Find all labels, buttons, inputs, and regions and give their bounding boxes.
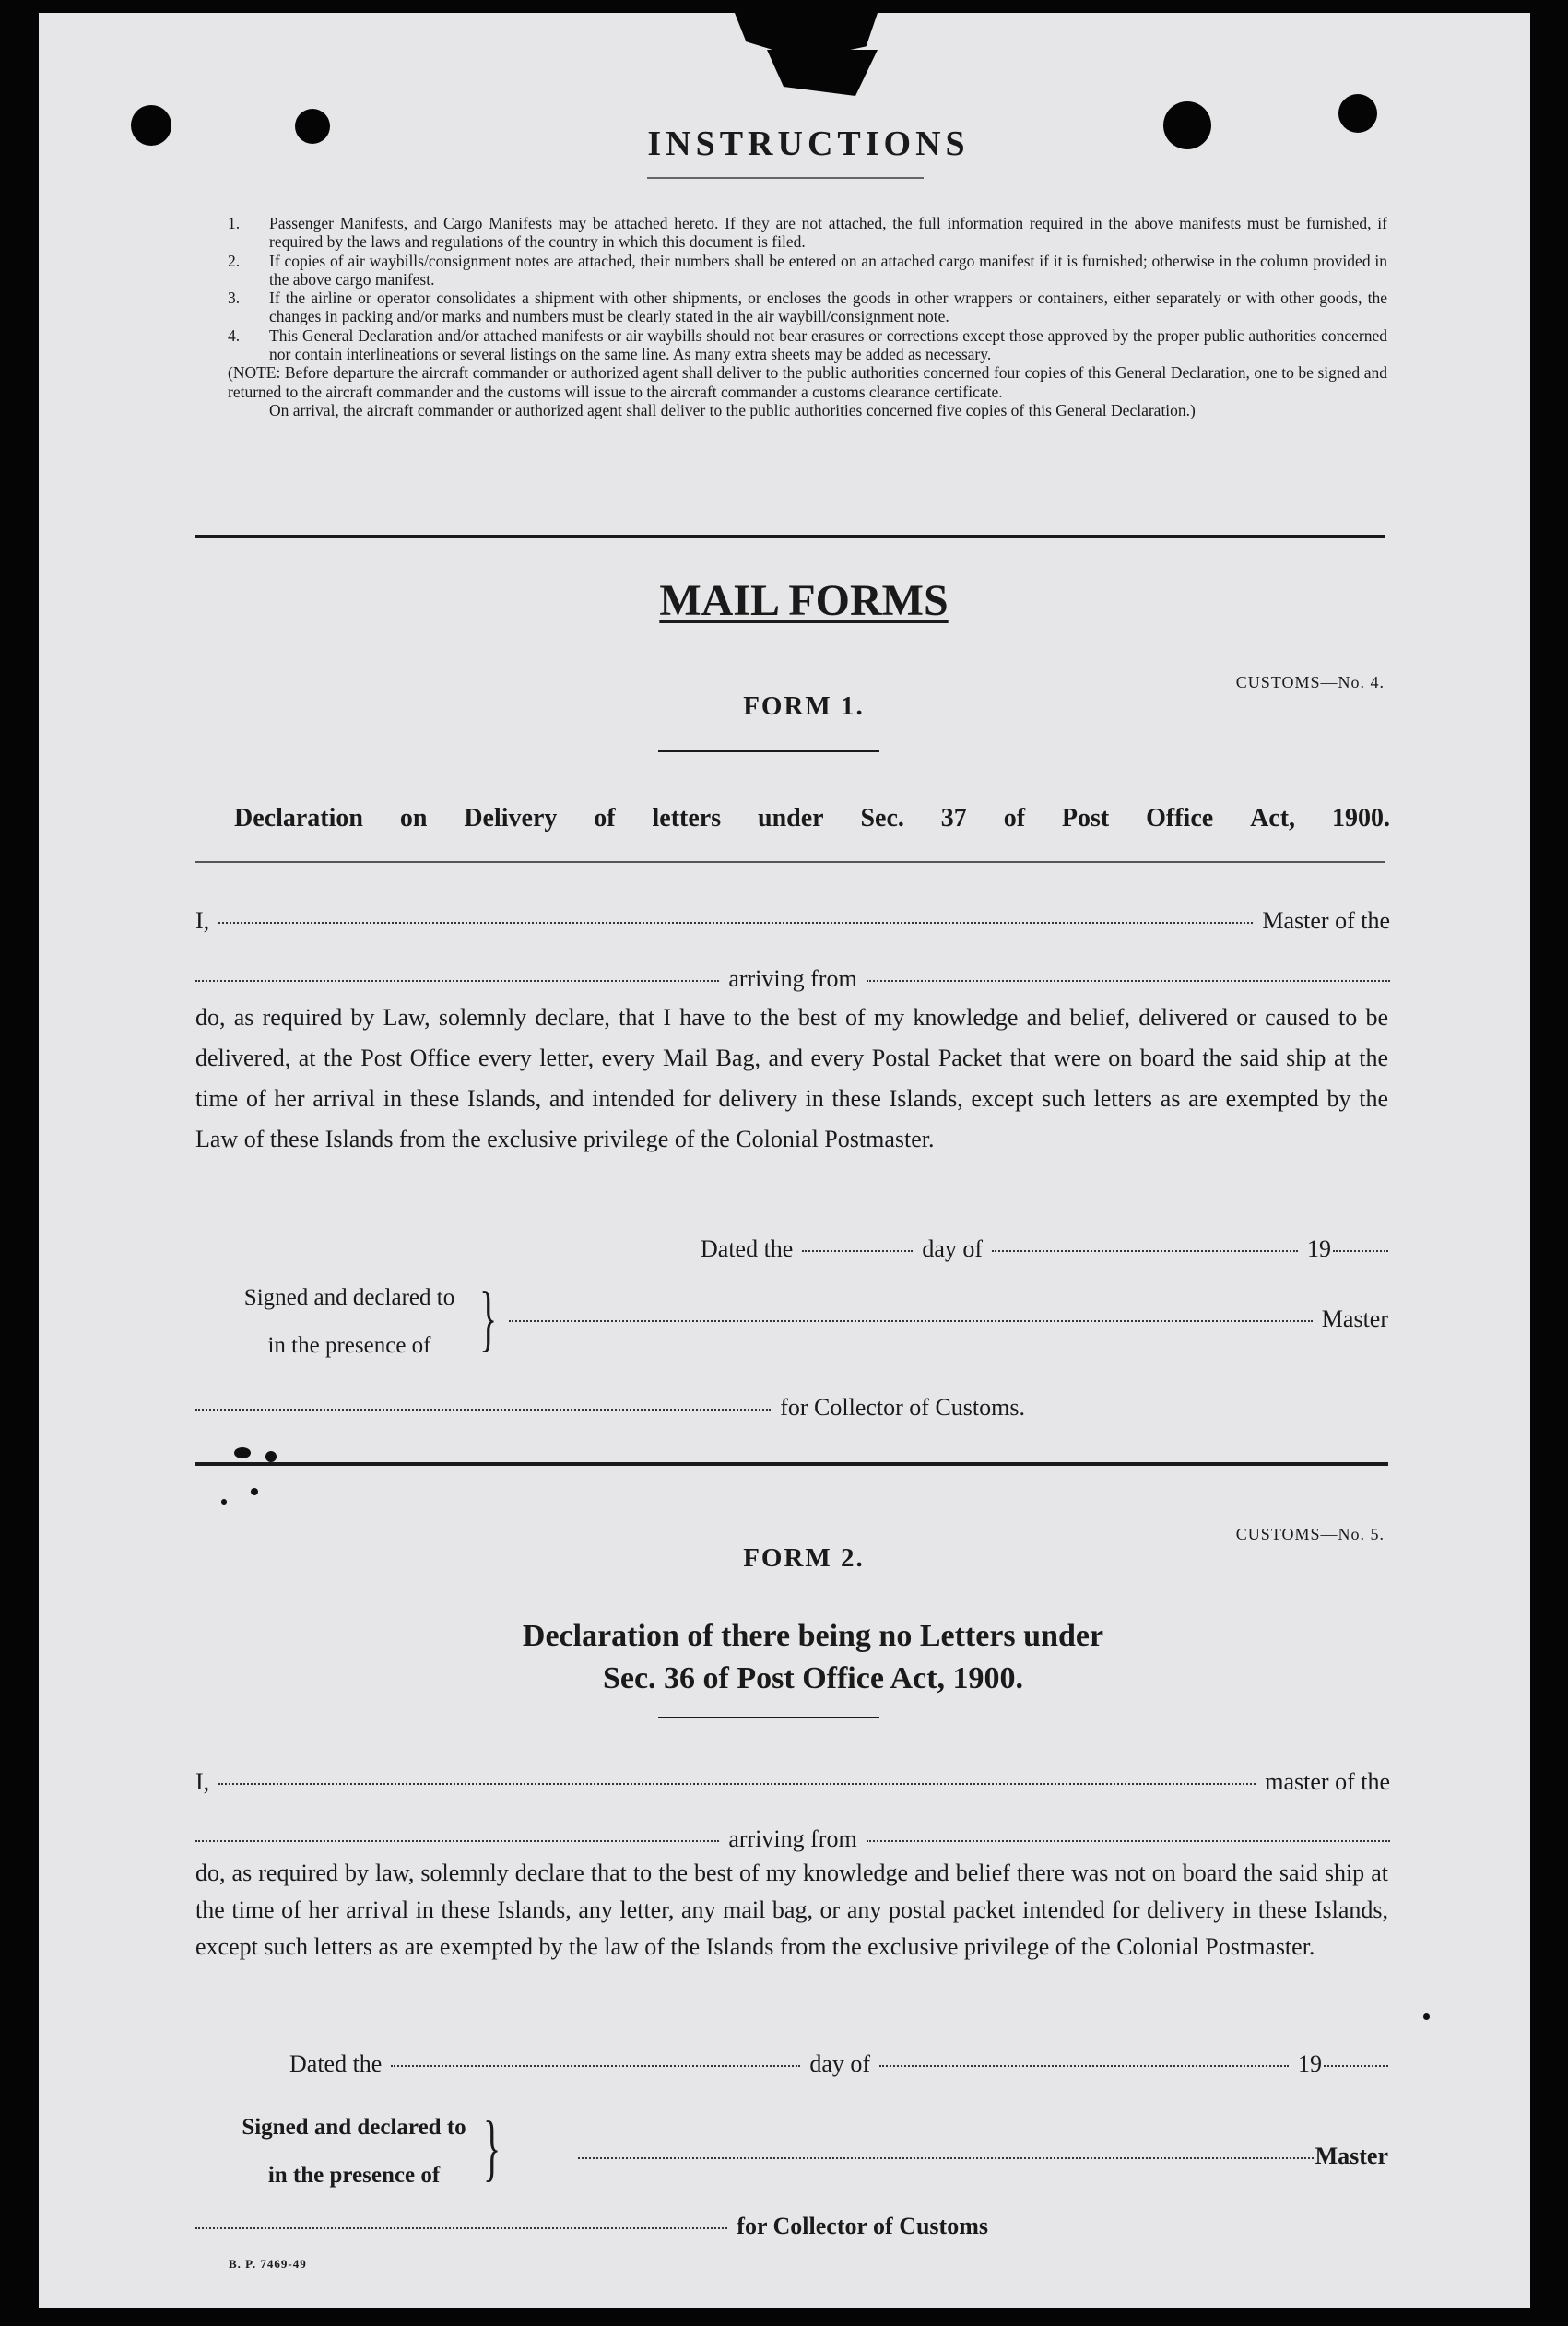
heading-word: of	[594, 804, 616, 832]
instruction-text: If copies of air waybills/consignment notes are attached, their numbers shall be entered on an attached cargo manifest if it is furnished; otherwise in the column provided in the above cargo manifest.	[269, 251, 1387, 289]
instruction-note	[228, 363, 1387, 419]
heading-word: Delivery	[464, 804, 558, 832]
form1-signed-label: Signed and declared to	[243, 1285, 455, 1310]
heading-word: letters	[652, 804, 722, 832]
form2-origin-field[interactable]	[867, 1840, 1390, 1842]
paper-tear-2	[767, 50, 878, 96]
form1-title-rule	[658, 750, 879, 752]
form2-master-of-label: master of the	[1265, 1768, 1390, 1795]
form1-master-signature-line	[500, 1305, 1388, 1333]
instructions-title-rule	[647, 177, 924, 179]
instruction-number: 2.	[228, 251, 241, 270]
form2-presence-label: in the presence of	[267, 2163, 441, 2188]
form1-collector-label: for Collector of Customs.	[780, 1394, 1025, 1421]
form2-master-signature-field[interactable]	[578, 2157, 1314, 2159]
form1-collector-field[interactable]	[195, 1409, 771, 1411]
punch-hole-3	[1163, 101, 1211, 149]
form1-dated-line	[701, 1235, 1388, 1263]
heading-word: Post	[1061, 804, 1110, 832]
form1-customs-number: CUSTOMS—No. 4.	[1235, 673, 1385, 691]
form2-collector-label: for Collector of Customs	[737, 2213, 988, 2239]
form2-name-field[interactable]	[218, 1783, 1256, 1785]
form2-declaration-heading	[315, 1615, 1311, 1700]
document-page	[39, 13, 1530, 2308]
form2-month-field[interactable]	[879, 2065, 1289, 2067]
form1-i-label: I,	[195, 907, 210, 934]
form1-master-label: Master	[1321, 1305, 1388, 1332]
form2-dated-line	[289, 2050, 1388, 2078]
form1-origin-field[interactable]	[867, 980, 1390, 982]
instruction-number: 1.	[228, 214, 241, 232]
ink-speck	[1423, 2013, 1430, 2020]
form2-collector-field[interactable]	[195, 2227, 727, 2229]
form2-heading-line1: Declaration of there being no Letters under	[522, 1619, 1104, 1653]
form1-year-label: 19	[1307, 1235, 1331, 1262]
heading-word: 37	[940, 804, 967, 832]
form2-year-field[interactable]	[1324, 2065, 1388, 2067]
form1-declaration-heading	[234, 804, 1390, 833]
forms-divider	[195, 1462, 1388, 1466]
instruction-text: This General Declaration and/or attached manifests or air waybills should not bear erasures or corrections except those approved by the proper public authorities concerned nor contain interlineations or several listings on the same line. As many extra sheets may be added as necessary.	[269, 325, 1387, 364]
instruction-text: Passenger Manifests, and Cargo Manifests may be attached hereto. If they are not attached, the full information required in the above manifests must be furnished, if required by the laws and regulations of the country in which this document is filed.	[269, 214, 1387, 252]
form1-month-field[interactable]	[992, 1250, 1298, 1252]
instruction-number: 3.	[228, 289, 241, 308]
form2-ship-field[interactable]	[195, 1840, 719, 1842]
section-divider	[195, 535, 1385, 538]
heading-word: Declaration	[234, 804, 363, 832]
mail-forms-title: MAIL FORMS	[659, 576, 949, 625]
form2-day-of-label: day of	[809, 2050, 871, 2077]
form2-signed-block	[197, 2104, 511, 2200]
ink-speck	[251, 1488, 258, 1495]
ink-speck	[221, 1499, 227, 1505]
instruction-item	[228, 289, 1387, 326]
form1-day-of-label: day of	[922, 1235, 984, 1262]
form1-day-field[interactable]	[802, 1250, 913, 1252]
heading-word: Act,	[1250, 804, 1296, 832]
form1-arriving-label: arriving from	[728, 965, 857, 992]
form1-arriving-line	[195, 965, 1390, 993]
form1-title: FORM 1.	[743, 691, 865, 721]
note-arrival: On arrival, the aircraft commander or authorized agent shall deliver to the public authorities concerned five copies of this General Declaration.)	[269, 400, 1196, 419]
form2-dated-label: Dated the	[289, 2050, 383, 2077]
instruction-number: 4.	[228, 325, 241, 345]
form2-body: do, as required by law, solemnly declare that to the best of my knowledge and belief there was not on board the said ship at the time of her arrival in these Islands, any letter, any mail bag, or any postal packet intended for delivery in these Islands, except such letters as are exempted by the law of the Islands from the exclusive privilege of the Colonial Postmaster.	[195, 1860, 1388, 1960]
instructions-title: INSTRUCTIONS	[647, 124, 970, 163]
form2-day-field[interactable]	[391, 2065, 800, 2067]
form1-dated-label: Dated the	[701, 1235, 794, 1262]
form2-title-rule	[658, 1717, 879, 1718]
heading-word: Sec.	[860, 804, 904, 832]
form1-year-field[interactable]	[1333, 1250, 1388, 1252]
form1-master-signature-field[interactable]	[509, 1320, 1313, 1322]
instructions-list	[228, 214, 1387, 419]
punch-hole-1	[131, 105, 171, 146]
form2-i-label: I,	[195, 1768, 210, 1795]
heading-word: on	[399, 804, 428, 832]
ink-speck	[234, 1447, 251, 1458]
ink-speck	[265, 1451, 277, 1462]
instruction-item	[228, 252, 1387, 289]
footer-code: B. P. 7469-49	[229, 2257, 307, 2271]
form1-ship-field[interactable]	[195, 980, 719, 982]
form1-master-line	[195, 907, 1390, 935]
instruction-text: If the airline or operator consolidates a shipment with other shipments, or encloses the goods in other wrappers or containers, either separately or with other goods, the changes in packing and/or marks and numbers must be clearly stated in the air waybill/consignment note.	[269, 289, 1387, 326]
form1-presence-label: in the presence of	[267, 1333, 431, 1358]
heading-word: of	[1003, 804, 1026, 832]
form1-signed-block	[197, 1274, 501, 1370]
form2-customs-number: CUSTOMS—No. 5.	[1235, 1525, 1385, 1543]
form2-collector-line	[195, 2213, 988, 2240]
note-text: (NOTE: Before departure the aircraft commander or authorized agent shall deliver to the public authorities concerned four copies of this General Declaration, one to be signed and returned to the aircraft commander and the customs will issue to the aircraft commander a customs clearance certificate.	[228, 363, 1387, 401]
punch-hole-4	[1338, 94, 1377, 133]
form1-heading-rule	[195, 861, 1385, 863]
form2-title: FORM 2.	[743, 1543, 865, 1573]
punch-hole-2	[295, 109, 330, 144]
form1-name-field[interactable]	[218, 922, 1253, 924]
heading-word: Office	[1146, 804, 1214, 832]
instruction-item	[228, 214, 1387, 252]
form1-brace: }	[479, 1278, 498, 1359]
form2-master-label: Master	[1315, 2143, 1388, 2169]
heading-word: under	[758, 804, 824, 832]
heading-word: 1900.	[1331, 804, 1390, 832]
form2-brace: }	[483, 2108, 501, 2189]
form2-heading-line2: Sec. 36 of Post Office Act, 1900.	[602, 1661, 1024, 1695]
form2-signed-label: Signed and declared to	[242, 2115, 466, 2140]
form2-master-signature-line	[569, 2143, 1388, 2170]
form2-arriving-line	[195, 1825, 1390, 1853]
form2-year-label: 19	[1298, 2050, 1323, 2077]
form2-master-line	[195, 1768, 1390, 1796]
form1-master-of-label: Master of the	[1262, 907, 1390, 934]
form1-body: do, as required by Law, solemnly declare, that I have to the best of my knowledge and belief, delivered or caused to be delivered, at the Post Office every letter, every Mail Bag, and every Postal Packet that were on board the said ship at the time of her arrival in these Islands, and intended for delivery in these Islands, except such letters as are exempted by the Law of these Islands from the exclusive privilege of the Colonial Postmaster.	[195, 1004, 1388, 1152]
instruction-item	[228, 326, 1387, 364]
form1-collector-line	[195, 1394, 1025, 1422]
form2-arriving-label: arriving from	[728, 1825, 857, 1852]
